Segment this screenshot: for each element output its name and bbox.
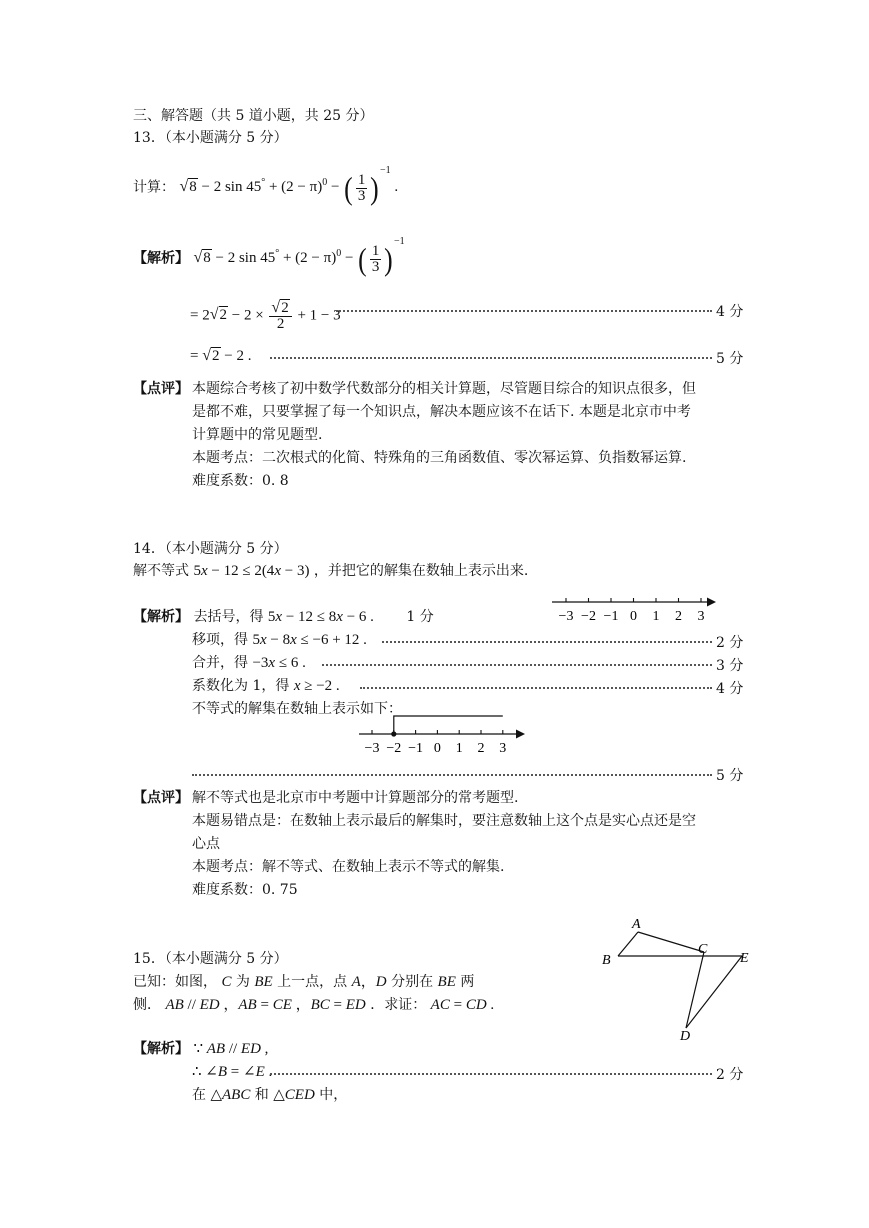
q15-given-line2: 侧． AB // ED ，AB = CE ，BC = ED ．求证： AC = CD . bbox=[133, 997, 495, 1013]
q13-analysis-expression: √8 − 2 $\sin 45^\circ + (2 - \pi)^0$ − ( $\frac{1}{3}$ )$^{-1}$ bbox=[193, 236, 405, 277]
q15-analysis-line2: ∴ ∠B = ∠E . bbox=[192, 1064, 273, 1080]
q14-review-line: 解不等式也是北京市中考题中计算题部分的常考题型. bbox=[192, 790, 519, 806]
axis-b-tick-label: −3 bbox=[364, 741, 380, 756]
q15-header: 15．（本小题满分 5 分） bbox=[133, 951, 288, 967]
q14-step3-text: 合并，得 bbox=[192, 655, 248, 671]
q14-number-line-blank bbox=[548, 590, 720, 626]
q13-step1-points: 4 分 bbox=[716, 304, 744, 320]
q15-text: 为 bbox=[235, 974, 250, 990]
q15-text: 两 bbox=[460, 974, 475, 990]
q14-problem-suffix: ，并把它的解集在数轴上表示出来. bbox=[313, 563, 529, 579]
q13-review-line: 计算题中的常见题型. bbox=[192, 427, 323, 443]
q14-step3-points: 3 分 bbox=[716, 658, 744, 674]
q14-review-line: 本题易错点是：在数轴上表示最后的解集时，要注意数轴上这个点是实心点还是空 bbox=[192, 813, 696, 829]
q13-step2-points: 5 分 bbox=[716, 351, 744, 367]
q15-step2-leader bbox=[270, 1073, 712, 1075]
q14-step4-leader bbox=[360, 687, 712, 689]
q14-step1-points: 1 分 bbox=[406, 609, 434, 625]
q14-step2-leader bbox=[382, 641, 712, 643]
axis-b-tick-label: 2 bbox=[477, 741, 485, 756]
q14-review-line: 难度系数：0. 75 bbox=[192, 882, 298, 898]
q14-step3: 合并，得 −3x ≤ 6 . bbox=[192, 655, 306, 671]
solution-bracket bbox=[394, 716, 503, 734]
axis-b-tick-label: 3 bbox=[499, 741, 507, 756]
q15-geometry-figure bbox=[596, 912, 756, 1044]
q14-step4-points: 4 分 bbox=[716, 681, 744, 697]
q13-review-line: 难度系数：0. 8 bbox=[192, 473, 289, 489]
axis-b-tick-label: −2 bbox=[386, 741, 402, 756]
q13-review-label: 【点评】 bbox=[133, 381, 189, 397]
axis-a-tick-label: 1 bbox=[652, 609, 660, 624]
q13-review-line: 本题综合考核了初中数学代数部分的相关计算题，尽管题目综合的知识点很多，但 bbox=[192, 381, 696, 397]
q14-number-line-solution bbox=[355, 712, 531, 758]
q14-step3-leader bbox=[322, 664, 712, 666]
q13-header: 13．（本小题满分 5 分） bbox=[133, 130, 288, 146]
vertex-label-d: D bbox=[680, 1029, 691, 1044]
q15-text: 上一点，点 bbox=[277, 974, 348, 990]
vertex-label-e: E bbox=[740, 951, 749, 966]
q14-final-leader bbox=[192, 774, 712, 776]
q14-step5: 不等式的解集在数轴上表示如下： bbox=[192, 701, 402, 717]
axis-b-tick-label: 1 bbox=[455, 741, 463, 756]
q13-expression: √8 − 2 $\sin 45^\circ + (2 - \pi)^0$ − ( $\frac{1}{3}$ )$^{-1}$ . bbox=[179, 165, 399, 206]
q13-prefix: 计算： bbox=[133, 179, 175, 196]
q15-text: 中， bbox=[319, 1087, 348, 1103]
q14-step1: 【解析】 去括号，得 5x − 12 ≤ 8x − 6 . 1 分 bbox=[133, 609, 434, 625]
vertex-label-b: B bbox=[602, 953, 611, 968]
q13-step2: = √2 − 2 . bbox=[190, 347, 252, 364]
vertex-label-a: A bbox=[632, 917, 641, 932]
axis-b-tick-label: 0 bbox=[433, 741, 441, 756]
axis-a-tick-label: −3 bbox=[558, 609, 574, 624]
q13-step2-leader bbox=[270, 357, 712, 359]
q14-review-label: 【点评】 bbox=[133, 790, 189, 806]
q14-step2-points: 2 分 bbox=[716, 635, 744, 651]
q14-problem-prefix: 解不等式 bbox=[133, 563, 189, 579]
section-title: 三、解答题（共 5 道小题，共 25 分） bbox=[133, 108, 374, 124]
q13-analysis-label: 【解析】 bbox=[133, 250, 189, 267]
q14-review-line: 心点 bbox=[192, 836, 220, 852]
q14-final-points: 5 分 bbox=[716, 768, 744, 784]
q15-given-line1: 已知：如图， C 为 BE 上一点，点 A，D 分别在 BE 两 bbox=[133, 974, 475, 990]
solution-point bbox=[391, 731, 396, 736]
q14-review-line: 本题考点：解不等式、在数轴上表示不等式的解集. bbox=[192, 859, 505, 875]
axis-a-tick-label: 3 bbox=[697, 609, 705, 624]
q13-step1: = 2√2 − 2 × $\frac{√2}{2}$ + 1 − 3 bbox=[190, 299, 341, 332]
q15-text: ．求证： bbox=[370, 997, 427, 1013]
q14-inequality: 5x − 12 ≤ 2(4x − 3) bbox=[193, 563, 310, 579]
q14-header: 14．（本小题满分 5 分） bbox=[133, 541, 288, 557]
q13-problem bbox=[133, 165, 399, 206]
q14-step2: 移项，得 5x − 8x ≤ −6 + 12 . bbox=[192, 632, 367, 648]
q15-text: 分别在 bbox=[391, 974, 434, 990]
q15-analysis-line1: 【解析】 ∵ AB // ED , bbox=[133, 1041, 269, 1057]
q14-step1-text: 去括号，得 bbox=[193, 609, 264, 625]
q15-text: 在 bbox=[192, 1087, 206, 1103]
q15-analysis-label: 【解析】 bbox=[133, 1041, 189, 1057]
q15-analysis-line3: 在 △ABC 和 △CED 中， bbox=[192, 1087, 348, 1103]
q14-step4-text: 系数化为 1，得 bbox=[192, 678, 290, 694]
vertex-label-c: C bbox=[698, 942, 708, 957]
q15-text: 和 bbox=[254, 1087, 269, 1103]
q14-step2-text: 移项，得 bbox=[192, 632, 248, 648]
q15-text: 侧． bbox=[133, 997, 161, 1013]
q14-analysis-label: 【解析】 bbox=[133, 609, 189, 625]
q13-step1-leader bbox=[336, 310, 712, 312]
axis-a-tick-label: −1 bbox=[603, 609, 619, 624]
q13-review-line: 本题考点：二次根式的化简、特殊角的三角函数值、零次幂运算、负指数幂运算. bbox=[192, 450, 687, 466]
q15-step2-points: 2 分 bbox=[716, 1067, 744, 1083]
q13-analysis bbox=[133, 236, 405, 277]
axis-b-tick-label: −1 bbox=[408, 741, 424, 756]
axis-a-tick-label: 2 bbox=[675, 609, 682, 624]
q14-step4: 系数化为 1，得 x ≥ −2 . bbox=[192, 678, 340, 694]
axis-a-tick-label: 0 bbox=[630, 609, 637, 624]
q15-text: 已知：如图， bbox=[133, 974, 217, 990]
axis-a-tick-label: −2 bbox=[581, 609, 596, 624]
q14-problem bbox=[133, 562, 528, 580]
q13-review-line: 是都不难，只要掌握了每一个知识点，解决本题应该不在话下. 本题是北京市中考 bbox=[192, 404, 691, 420]
